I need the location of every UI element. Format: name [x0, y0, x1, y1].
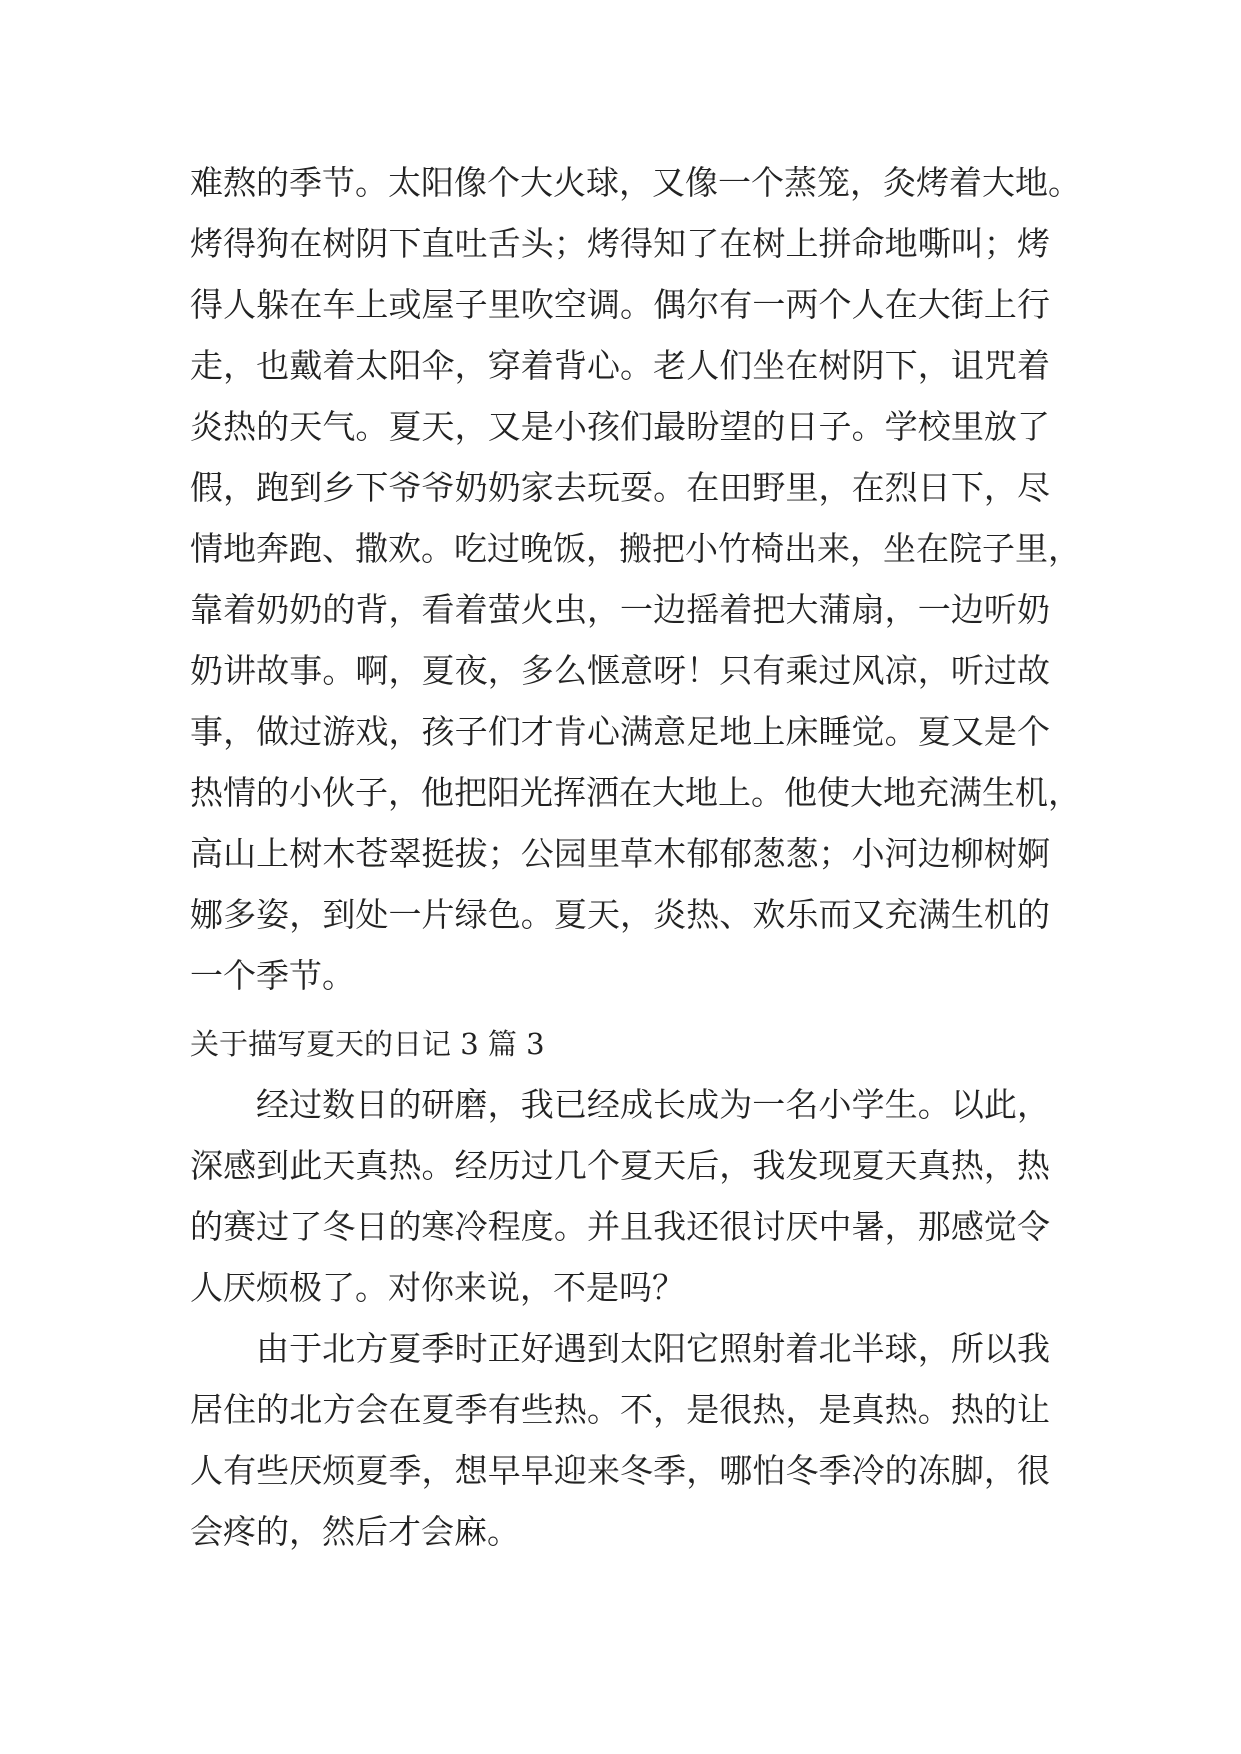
- text-line: 烤得狗在树阴下直吐舌头；烤得知了在树上拼命地嘶叫；烤: [190, 224, 1050, 263]
- text-line: 事，做过游戏，孩子们才肯心满意足地上床睡觉。夏又是个: [190, 712, 1050, 751]
- text-line: 经过数日的研磨，我已经成长成为一名小学生。以此，: [256, 1085, 1050, 1124]
- text-line: 假，跑到乡下爷爷奶奶家去玩耍。在田野里，在烈日下，尽: [190, 468, 1050, 507]
- text-line: 的赛过了冬日的寒冷程度。并且我还很讨厌中暑，那感觉令: [190, 1207, 1050, 1246]
- text-line: 娜多姿，到处一片绿色。夏天，炎热、欢乐而又充满生机的: [190, 895, 1050, 934]
- text-line: 走，也戴着太阳伞，穿着背心。老人们坐在树阴下，诅咒着: [190, 346, 1050, 385]
- text-line: 会疼的，然后才会麻。: [190, 1512, 520, 1551]
- text-line: 难熬的季节。太阳像个大火球，又像一个蒸笼，灸烤着大地。: [190, 163, 1081, 202]
- text-line: 人有些厌烦夏季，想早早迎来冬季，哪怕冬季冷的冻脚，很: [190, 1451, 1050, 1490]
- text-line: 炎热的天气。夏天，又是小孩们最盼望的日子。学校里放了: [190, 407, 1050, 446]
- text-line: 情地奔跑、撒欢。吃过晚饭，搬把小竹椅出来，坐在院子里，: [190, 529, 1081, 568]
- section-heading: 关于描写夏天的日记 3 篇 3: [190, 1027, 545, 1061]
- text-line: 靠着奶奶的背，看着萤火虫，一边摇着把大蒲扇，一边听奶: [190, 590, 1050, 629]
- text-line: 得人躲在车上或屋子里吹空调。偶尔有一两个人在大街上行: [190, 285, 1050, 324]
- text-line: 一个季节。: [190, 956, 355, 995]
- paragraph-summer-description: [190, 152, 1081, 1006]
- text-line: 居住的北方会在夏季有些热。不，是很热，是真热。热的让: [190, 1390, 1050, 1429]
- text-line: 高山上树木苍翠挺拔；公园里草木郁郁葱葱；小河边柳树婀: [190, 834, 1050, 873]
- text-line: 由于北方夏季时正好遇到太阳它照射着北半球，所以我: [256, 1329, 1050, 1368]
- text-line: 人厌烦极了。对你来说，不是吗？: [190, 1268, 685, 1307]
- text-line: 奶讲故事。啊，夏夜，多么惬意呀！只有乘过风凉，听过故: [190, 651, 1050, 690]
- diary-entry-body: [190, 1074, 1050, 1562]
- text-line: 热情的小伙子，他把阳光挥洒在大地上。他使大地充满生机，: [190, 773, 1081, 812]
- text-line: 深感到此天真热。经历过几个夏天后，我发现夏天真热，热: [190, 1146, 1050, 1185]
